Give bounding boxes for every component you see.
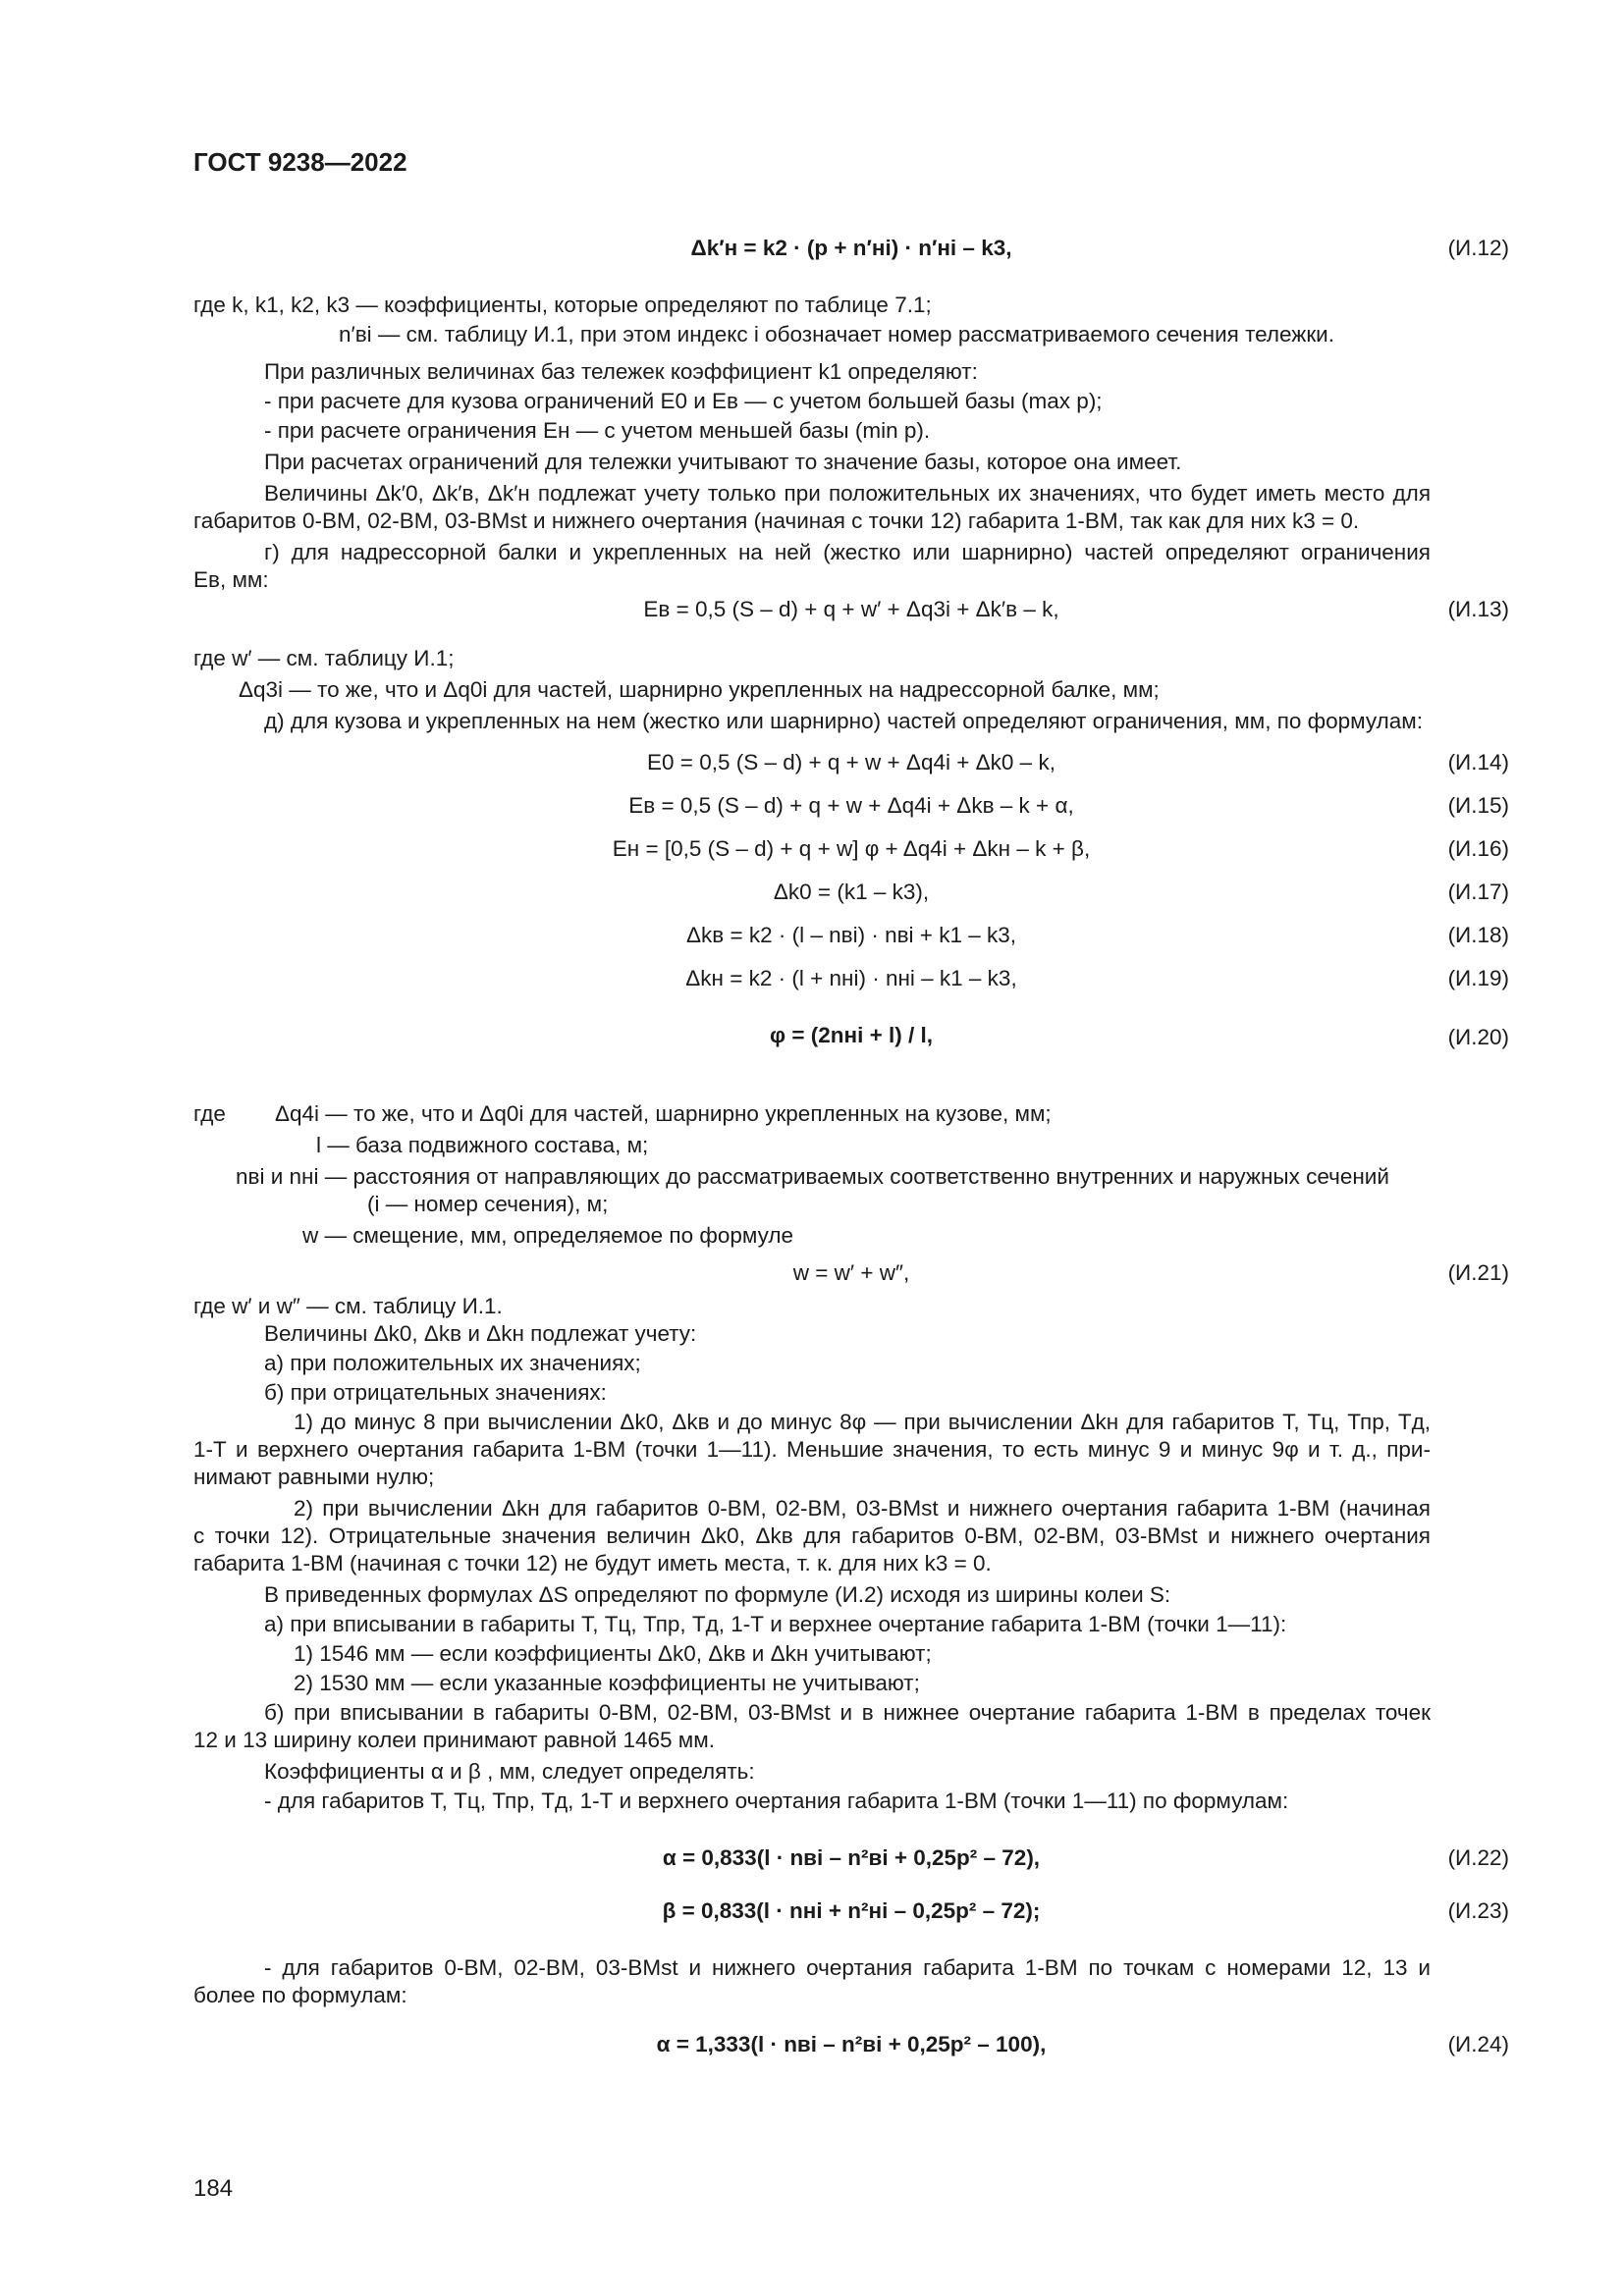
dq4-definition: Δq4i — то же, что и Δq0i для частей, шарнирно укрепленных на кузове, мм;	[275, 1101, 1052, 1126]
document-header: ГОСТ 9238—2022	[193, 147, 407, 177]
equation-i14: E0 = 0,5 (S – d) + q + w + Δq4i + Δk0 – k,	[647, 750, 1056, 774]
paragraph: - при расчете ограничения Eн — с учетом меньшей базы (min p).	[264, 418, 931, 443]
paragraph: габарита 1-ВМ (начиная с точки 12) не будут иметь места, т. к. для них k3 = 0.	[193, 1551, 992, 1575]
n-definition: nвi и nнi — расстояния от направляющих до рассматриваемых соответственно внутренних и наружных сечений	[236, 1164, 1389, 1189]
equation-i19: Δkн = k2 · (l + nнi) · nнi – k1 – k3,	[685, 966, 1017, 990]
equation-number-i22: (И.22)	[1447, 1845, 1509, 1870]
equation-i18: Δkв = k2 · (l – nвi) · nвi + k1 – k3,	[686, 923, 1016, 947]
paragraph: 1-Т и верхнего очертания габарита 1-ВМ (точки 1—11). Меньшие значения, то есть минус 9 и минус 9φ и т. д., при-	[193, 1437, 1431, 1462]
equation-i12: Δk′н = k2 · (p + n′нi) · n′нi – k3,	[690, 236, 1012, 260]
equation-i24: α = 1,333(l · nвi – n²вi + 0,25p² – 100),	[656, 2032, 1047, 2056]
equation-number-i15: (И.15)	[1447, 793, 1509, 818]
equation-i17: Δk0 = (k1 – k3),	[773, 880, 930, 904]
equation-i22: α = 0,833(l · nвi – n²вi + 0,25p² – 72),	[662, 1845, 1041, 1870]
w-definition: w — смещение, мм, определяемое по формуле	[302, 1223, 794, 1248]
nvi-definition: n′вi — см. таблицу И.1, при этом индекс i обозначает номер рассматриваемого сечения тележки.	[339, 322, 1335, 347]
equation-number-i24: (И.24)	[1447, 2032, 1509, 2056]
equation-i23: β = 0,833(l · nнi + n²нi – 0,25p² – 72);	[662, 1898, 1041, 1923]
paragraph: Коэффициенты α и β , мм, следует определять:	[264, 1759, 755, 1784]
paragraph: При расчетах ограничений для тележки учитывают то значение базы, которое она имеет.	[264, 450, 1182, 474]
equation-number-i12: (И.12)	[1447, 236, 1509, 260]
paragraph: а) при вписывании в габариты Т, Тц, Тпр, Тд, 1-Т и верхнее очертание габарита 1-ВМ (точки 1—11):	[264, 1612, 1287, 1636]
equation-i15: Eв = 0,5 (S – d) + q + w + Δq4i + Δkв – k + α,	[628, 793, 1074, 818]
paragraph: д) для кузова и укрепленных на нем (жестко или шарнирно) частей определяют ограничения, мм, по формулам:	[264, 709, 1424, 733]
where-w: где w′ и w″ — см. таблицу И.1.	[193, 1294, 503, 1318]
paragraph: габаритов 0-ВМ, 02-ВМ, 03-ВМst и нижнего очертания (начиная с точки 12) габарита 1-ВМ, так как для них k3 = 0.	[193, 508, 1360, 533]
n-definition-cont: (i — номер сечения), м;	[367, 1192, 609, 1216]
equation-i21: w = w′ + w″,	[792, 1260, 910, 1285]
equation-number-i13: (И.13)	[1447, 597, 1509, 621]
paragraph: с точки 12). Отрицательные значения величин Δk0, Δkв для габаритов 0-ВМ, 02-ВМ, 03-ВМst и нижнего очертания	[193, 1523, 1431, 1548]
equation-number-i14: (И.14)	[1447, 750, 1509, 774]
equation-number-i19: (И.19)	[1447, 966, 1509, 990]
equation-number-i17: (И.17)	[1447, 880, 1509, 904]
paragraph: Eв, мм:	[193, 567, 269, 592]
where-coefficients: где k, k1, k2, k3 — коэффициенты, которые определяют по таблице 7.1;	[193, 293, 932, 317]
paragraph: При различных величинах баз тележек коэффициент k1 определяют:	[264, 359, 978, 384]
equation-i13: Eв = 0,5 (S – d) + q + w′ + Δq3i + Δk′в – k,	[643, 597, 1059, 621]
equation-i16: Eн = [0,5 (S – d) + q + w] φ + Δq4i + Δkн – k + β,	[612, 836, 1091, 861]
equation-number-i16: (И.16)	[1447, 836, 1509, 861]
paragraph: б) при отрицательных значениях:	[264, 1380, 607, 1405]
paragraph: В приведенных формулах ΔS определяют по формуле (И.2) исходя из ширины колеи S:	[264, 1582, 1171, 1607]
paragraph: - для габаритов 0-ВМ, 02-ВМ, 03-ВМst и нижнего очертания габарита 1-ВМ по точкам с номерами 12, 13 и	[264, 1955, 1431, 1980]
l-definition: l — база подвижного состава, м;	[316, 1133, 649, 1157]
paragraph: Величины Δk′0, Δk′в, Δk′н подлежат учету только при положительных их значениях, что будет иметь место для	[264, 481, 1431, 506]
where-w-prime: где w′ — см. таблицу И.1;	[193, 646, 455, 670]
where-label: где	[193, 1101, 226, 1126]
paragraph: г) для надрессорной балки и укрепленных на ней (жестко или шарнирно) частей определяют ограничения	[264, 540, 1431, 564]
dq3-definition: Δq3i — то же, что и Δq0i для частей, шарнирно укрепленных на надрессорной балке, мм;	[239, 677, 1160, 702]
equation-i20: φ = (2nнi + l) / l,	[770, 1023, 933, 1047]
equation-number-i21: (И.21)	[1447, 1260, 1509, 1285]
paragraph: б) при вписывании в габариты 0-ВМ, 02-ВМ, 03-ВМst и в нижнее очертание габарита 1-ВМ в пределах точек	[264, 1700, 1431, 1725]
paragraph: 2) 1530 мм — если указанные коэффициенты не учитывают;	[294, 1671, 920, 1695]
paragraph: Величины Δk0, Δkв и Δkн подлежат учету:	[264, 1321, 697, 1346]
paragraph: - для габаритов Т, Тц, Тпр, Тд, 1-Т и верхнего очертания габарита 1-ВМ (точки 1—11) по формулам:	[264, 1789, 1289, 1813]
equation-number-i18: (И.18)	[1447, 923, 1509, 947]
paragraph: 12 и 13 ширину колеи принимают равной 1465 мм.	[193, 1728, 715, 1752]
page-number: 184	[193, 2175, 234, 2202]
paragraph: - при расчете для кузова ограничений E0 и Eв — с учетом большей базы (max p);	[264, 389, 1103, 413]
equation-number-i20: (И.20)	[1447, 1025, 1509, 1049]
paragraph: 2) при вычислении Δkн для габаритов 0-ВМ, 02-ВМ, 03-ВМst и нижнего очертания габарита 1-ВМ (начиная	[294, 1496, 1431, 1521]
paragraph: нимают равными нулю;	[193, 1465, 435, 1489]
paragraph: 1) до минус 8 при вычислении Δk0, Δkв и до минус 8φ — при вычислении Δkн для габаритов Т, Тц, Тпр, Тд,	[294, 1410, 1431, 1434]
paragraph: 1) 1546 мм — если коэффициенты Δk0, Δkв и Δkн учитывают;	[294, 1641, 932, 1666]
equation-number-i23: (И.23)	[1447, 1898, 1509, 1923]
paragraph: а) при положительных их значениях;	[264, 1351, 641, 1375]
paragraph: более по формулам:	[193, 1983, 407, 2007]
